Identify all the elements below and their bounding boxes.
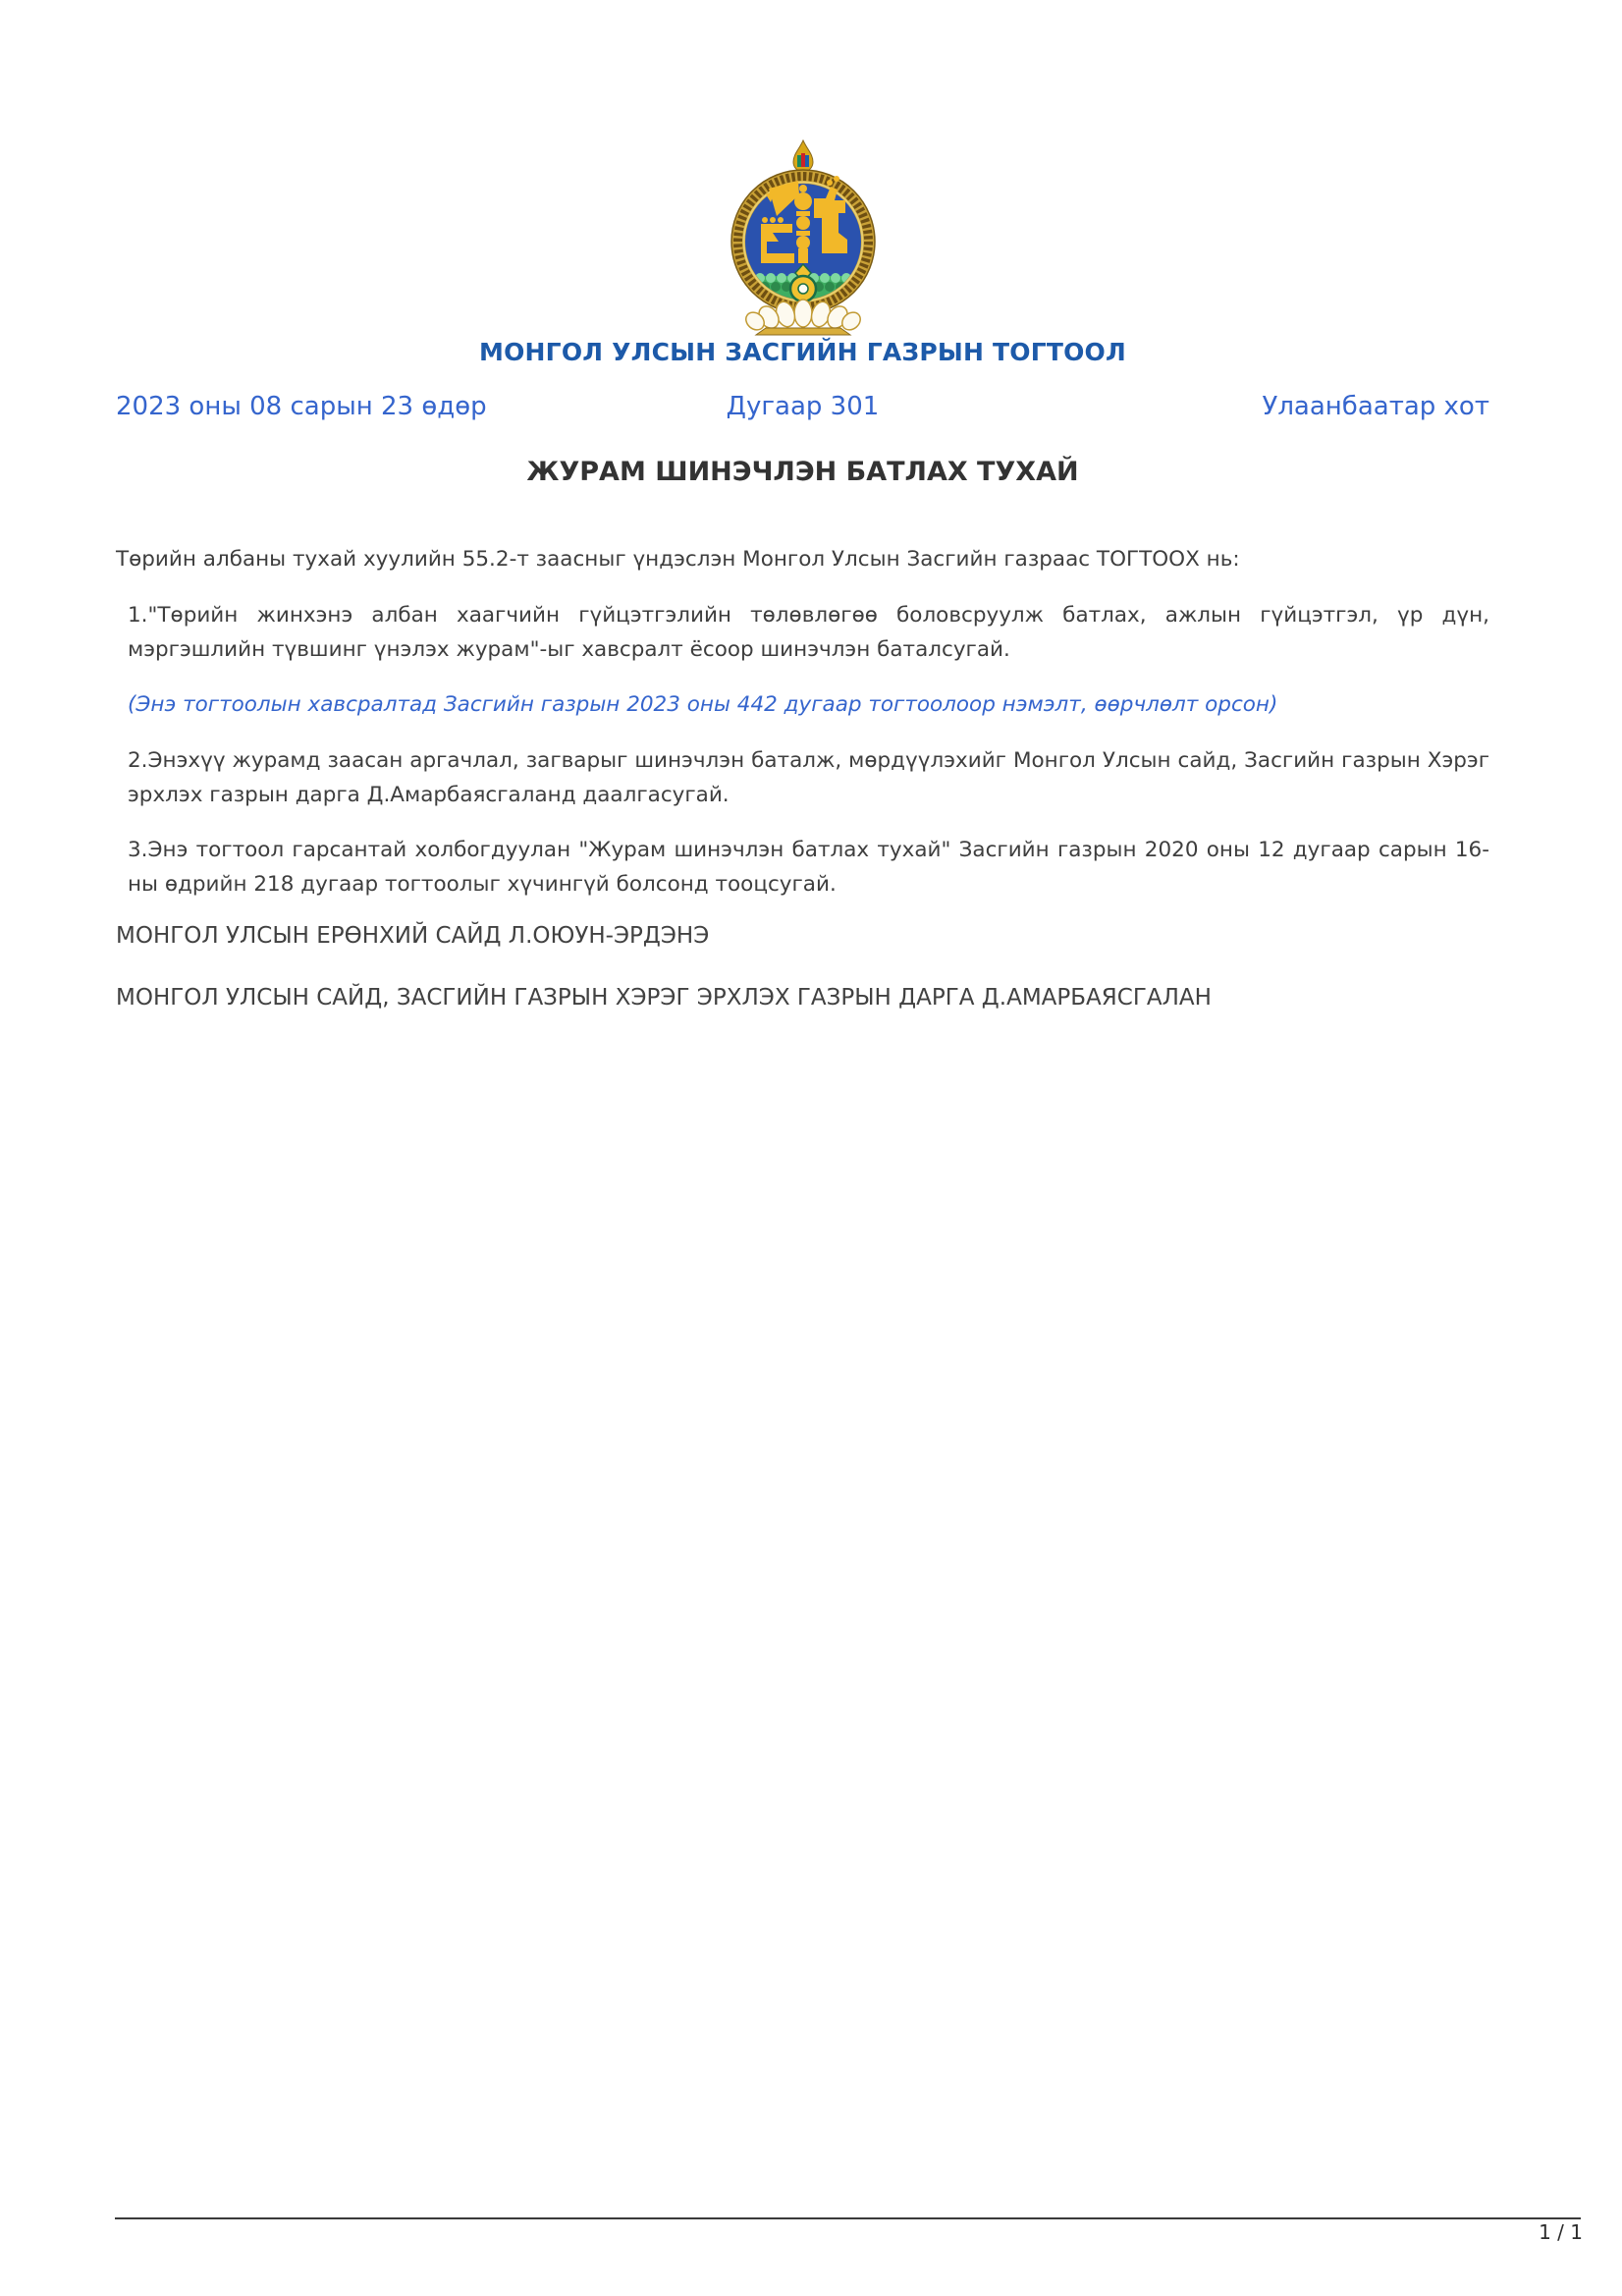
signature-prime-minister: МОНГОЛ УЛСЫН ЕРӨНХИЙ САЙД Л.ОЮУН-ЭРДЭНЭ	[116, 922, 710, 949]
mongolia-state-emblem-icon	[720, 139, 887, 336]
decree-item-1-amendment-note: (Энэ тогтоолын хавсралтад Засгийн газрын 2023 оны 442 дугаар тогтоолоор нэмэлт, өөрчлөлт орсон)	[128, 692, 1278, 717]
signature-cabinet-secretariat-head: МОНГОЛ УЛСЫН САЙД, ЗАСГИЙН ГАЗРЫН ХЭРЭГ ЭРХЛЭХ ГАЗРЫН ДАРГА Д.АМАРБАЯСГАЛАН	[116, 984, 1212, 1011]
mongolia-emblem-svg	[720, 139, 887, 336]
intro-paragraph: Төрийн албаны тухай хуулийн 55.2-т заасныг үндэслэн Монгол Улсын Засгийн газраас ТОГТООХ нь:	[116, 547, 1240, 572]
meta-row	[116, 393, 1489, 420]
decree-date: 2023 оны 08 сарын 23 өдөр	[116, 392, 487, 421]
footer-divider	[115, 2217, 1581, 2219]
decree-item-2: 2.Энэхүү журамд заасан аргачлал, загварыг шинэчлэн баталж, мөрдүүлэхийг Монгол Улсын сайд, Засгийн газрын Хэрэг эрхлэх газрын дарга Д.Амарбаясгаланд даалгасугай.	[128, 747, 1489, 807]
decree-title: ЖУРАМ ШИНЭЧЛЭН БАТЛАХ ТУХАЙ	[526, 457, 1079, 487]
page-indicator: 1 / 1	[1539, 2220, 1583, 2244]
decree-item-1: 1."Төрийн жинхэнэ албан хаагчийн гүйцэтгэлийн төлөвлөгөө боловсруулж батлах, ажлын гүйцэтгэл, үр дүн, мэргэшлийн түвшинг үнэлэх журам"-ыг хавсралт ёсоор шинэчлэн баталсугай.	[128, 602, 1489, 662]
org-title: МОНГОЛ УЛСЫН ЗАСГИЙН ГАЗРЫН ТОГТООЛ	[479, 338, 1126, 366]
decree-document	[116, 0, 1489, 1011]
decree-city: Улаанбаатар хот	[1262, 392, 1489, 421]
decree-item-3: 3.Энэ тогтоол гарсантай холбогдуулан "Журам шинэчлэн батлах тухай" Засгийн газрын 2020 оны 12 дугаар сарын 16-ны өдрийн 218 дугаар тогтоолыг хүчингүй болсонд тооцсугай.	[128, 838, 1489, 897]
decree-number: Дугаар 301	[726, 392, 880, 421]
